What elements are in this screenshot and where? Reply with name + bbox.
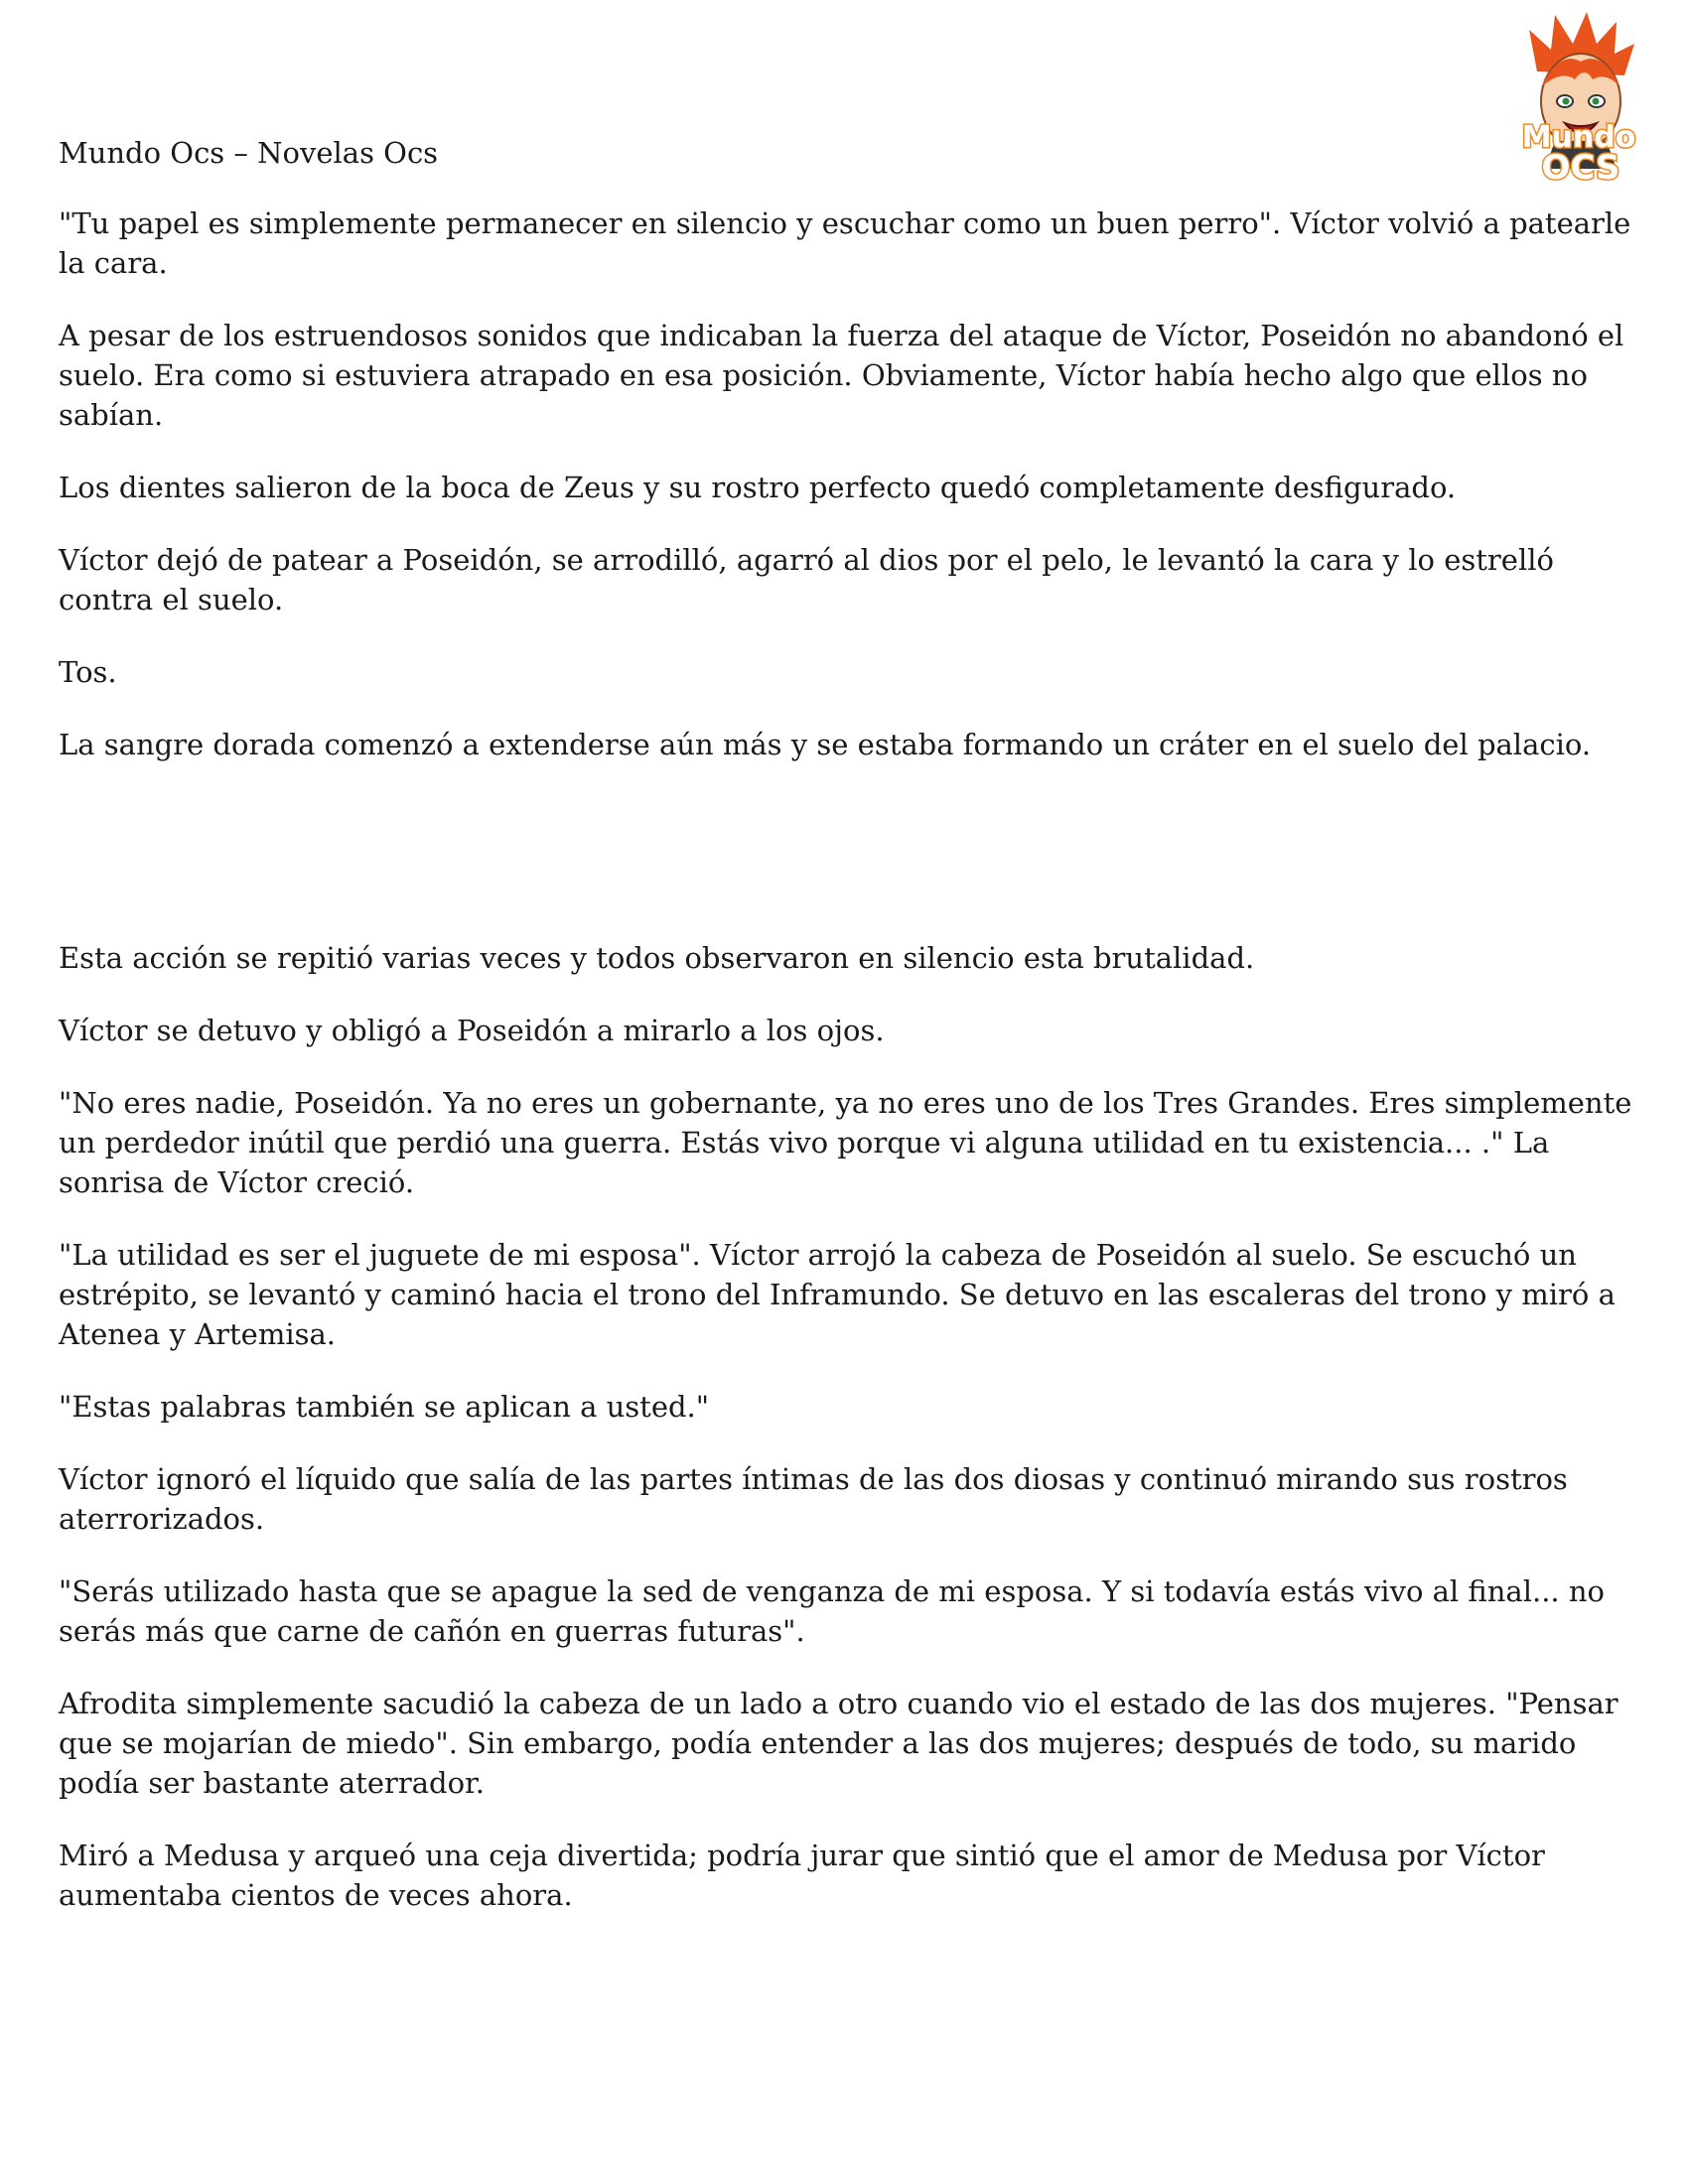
mundo-ocs-logo (1489, 10, 1668, 184)
paragraph: Afrodita simplemente sacudió la cabeza de un lado a otro cuando vio el estado de las dos mujeres. "Pensar que se mojarían de miedo". Sin embargo, podía entender a las dos mujeres; después de todo, su marido podía ser bastante aterrador. (59, 1687, 1618, 1800)
blank-gap (59, 797, 1647, 938)
paragraph: Víctor se detuvo y obligó a Poseidón a mirarlo a los ojos. (59, 1014, 885, 1047)
paragraphs-bottom (59, 938, 1647, 1915)
paragraph: Víctor ignoró el líquido que salía de las partes íntimas de las dos diosas y continuó mirando sus rostros aterrorizados. (59, 1462, 1568, 1536)
paragraph: Esta acción se repitió varias veces y todos observaron en silencio esta brutalidad. (59, 941, 1255, 975)
paragraph: "La utilidad es ser el juguete de mi esposa". Víctor arrojó la cabeza de Poseidón al suelo. Se escuchó un estrépito, se levantó y caminó hacia el trono del Inframundo. Se detuvo en las escaleras del trono y miró a Atenea y Artemisa. (59, 1238, 1616, 1351)
paragraph: Víctor dejó de patear a Poseidón, se arrodilló, agarró al dios por el pelo, le levantó la cara y lo estrelló contra el suelo. (59, 543, 1554, 616)
paragraph: "Estas palabras también se aplican a usted." (59, 1390, 710, 1424)
paragraphs-top (59, 204, 1647, 764)
document-body (59, 204, 1647, 1948)
logo-text-top: Mundo (1521, 120, 1636, 155)
header-title: Mundo Ocs – Novelas Ocs (59, 136, 439, 170)
logo-text-bottom: OCS (1541, 148, 1620, 184)
paragraph: Tos. (59, 655, 117, 689)
paragraph: "Tu papel es simplemente permanecer en silencio y escuchar como un buen perro". Víctor volvió a patearle la cara. (59, 206, 1631, 280)
paragraph: "No eres nadie, Poseidón. Ya no eres un gobernante, ya no eres uno de los Tres Grandes. Eres simplemente un perdedor inútil que perdió una guerra. Estás vivo porque vi alguna utilidad en tu existencia... ." La sonrisa de Víctor creció. (59, 1086, 1632, 1199)
paragraph: Miró a Medusa y arqueó una ceja divertida; podría jurar que sintió que el amor de Medusa por Víctor aumentaba cientos de veces ahora. (59, 1839, 1545, 1912)
paragraph: A pesar de los estruendosos sonidos que indicaban la fuerza del ataque de Víctor, Poseidón no abandonó el suelo. Era como si estuviera atrapado en esa posición. Obviamente, Víctor había hecho algo que ellos no sabían. (59, 319, 1624, 432)
paragraph: "Serás utilizado hasta que se apague la sed de venganza de mi esposa. Y si todavía estás vivo al final... no serás más que carne de cañón en guerras futuras". (59, 1574, 1606, 1648)
paragraph: Los dientes salieron de la boca de Zeus y su rostro perfecto quedó completamente desfigurado. (59, 471, 1457, 504)
paragraph: La sangre dorada comenzó a extenderse aún más y se estaba formando un cráter en el suelo del palacio. (59, 728, 1592, 761)
